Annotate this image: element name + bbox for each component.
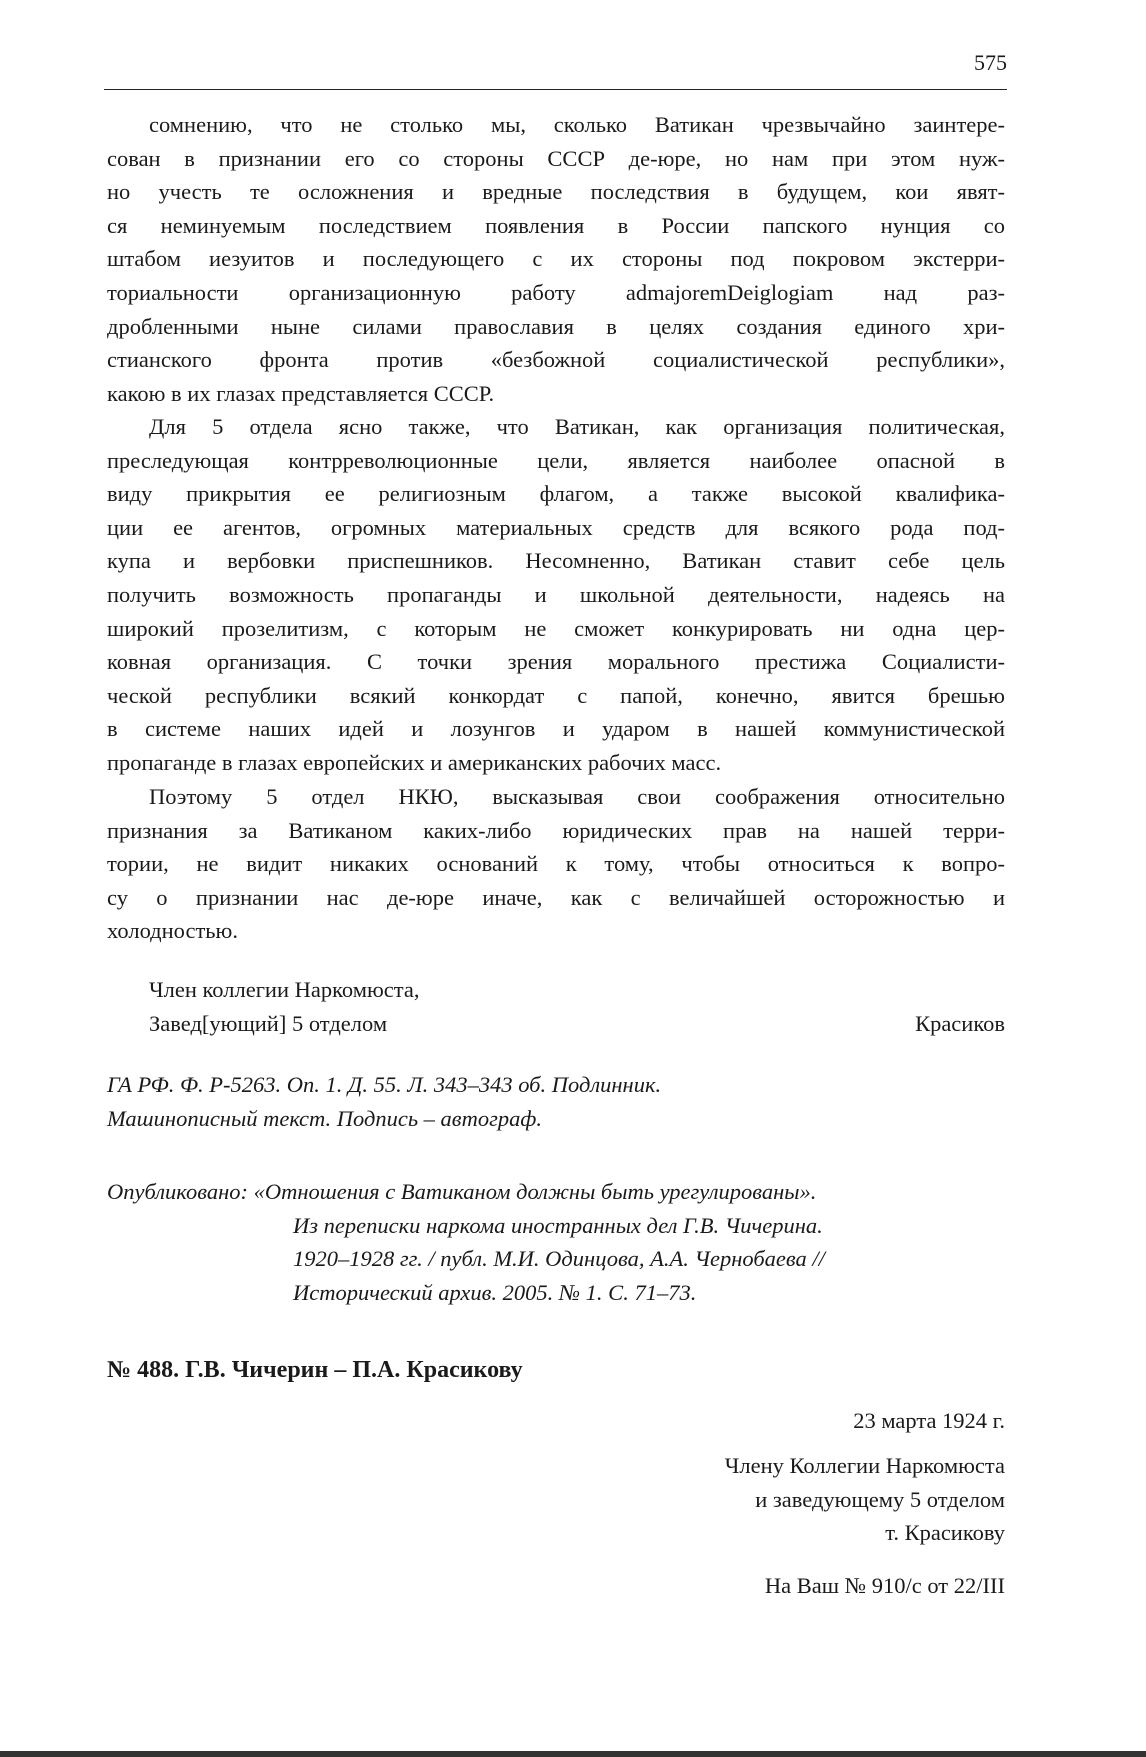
text-line: Поэтому 5 отдел НКЮ, высказывая свои соображения относительно xyxy=(149,784,1005,809)
text-line: сомнению, что не столько мы, сколько Ватикан чрезвычайно заинтере- xyxy=(149,112,1005,137)
publication-line: 1920–1928 гг. / публ. М.И. Одинцова, А.А. Чернобаева // xyxy=(293,1246,825,1272)
reference-line: На Ваш № 910/с от 22/III xyxy=(764,1573,1005,1598)
signature-block xyxy=(107,973,1005,1040)
publication-note xyxy=(107,1175,1005,1309)
text-line: дробленными ныне силами православия в целях создания единого хри- xyxy=(107,313,1005,339)
text-line: широкий прозелитизм, с которым не сможет конкурировать ни одна цер- xyxy=(107,615,1005,641)
source-line: Машинописный текст. Подпись – автограф. xyxy=(107,1105,542,1131)
text-line: холодностью. xyxy=(107,918,238,944)
text-line: ковная организация. С точки зрения морального престижа Социалисти- xyxy=(107,649,1005,675)
source-line: ГА РФ. Ф. Р-5263. Оп. 1. Д. 55. Л. 343–343 об. Подлинник. xyxy=(107,1072,662,1097)
text-line: признания за Ватиканом каких-либо юридических прав на нашей терри- xyxy=(107,817,1005,843)
text-line: стианского фронта против «безбожной социалистической республики», xyxy=(107,347,1005,373)
publication-line: Опубликовано: «Отношения с Ватиканом должны быть урегулированы». xyxy=(107,1179,817,1204)
publication-line: Из переписки наркома иностранных дел Г.В. Чичерина. xyxy=(293,1212,823,1238)
text-line: сован в признании его со стороны СССР де-юре, но нам при этом нуж- xyxy=(107,145,1005,171)
text-line: преследующая контрреволюционные цели, является наиболее опасной в xyxy=(107,447,1005,473)
text-line: Для 5 отдела ясно также, что Ватикан, как организация политическая, xyxy=(149,414,1005,439)
text-line: ся неминуемым последствием появления в России папского нунция со xyxy=(107,212,1005,238)
text-line: тории, не видит никаких оснований к тому, чтобы относиться к вопро- xyxy=(107,851,1005,877)
header-rule xyxy=(104,89,1007,90)
text-line: виду прикрытия ее религиозным флагом, а также высокой квалифика- xyxy=(107,481,1005,507)
signature-position: Завед[ующий] 5 отделом xyxy=(149,1010,388,1036)
addressee-line: т. Красикову xyxy=(885,1520,1005,1546)
signature-title: Член коллегии Наркомюста, xyxy=(149,977,420,1002)
paragraph-3 xyxy=(107,780,1005,948)
paragraph-2 xyxy=(107,410,1005,780)
text-line: получить возможность пропаганды и школьной деятельности, надеясь на xyxy=(107,581,1005,607)
publication-line: Исторический архив. 2005. № 1. С. 71–73. xyxy=(293,1279,697,1305)
text-line: ториальности организационную работу admajoremDeiglogiam над раз- xyxy=(107,279,1005,305)
page-bottom-edge xyxy=(0,1751,1146,1757)
text-line: купа и вербовки приспешников. Несомненно, Ватикан ставит себе цель xyxy=(107,548,1005,574)
text-line: какою в их глазах представляется СССР. xyxy=(107,380,495,406)
text-line: но учесть те осложнения и вредные последствия в будущем, кои явят- xyxy=(107,179,1005,205)
text-line: в системе наших идей и лозунгов и ударом в нашей коммунистической xyxy=(107,716,1005,742)
text-line: штабом иезуитов и последующего с их стороны под покровом экстерри- xyxy=(107,246,1005,272)
page-number: 575 xyxy=(974,50,1007,75)
archive-source xyxy=(107,1068,1005,1135)
document-heading: № 488. Г.В. Чичерин – П.А. Красикову xyxy=(107,1357,523,1383)
text-line: ции ее агентов, огромных материальных средств для всякого рода под- xyxy=(107,514,1005,540)
addressee xyxy=(725,1449,1005,1550)
addressee-line: и заведующему 5 отделом xyxy=(755,1486,1005,1512)
text-line: ческой республики всякий конкордат с папой, конечно, явится брешью xyxy=(107,682,1005,708)
text-line: су о признании нас де-юре иначе, как с величайшей осторожностью и xyxy=(107,884,1005,910)
document-date: 23 марта 1924 г. xyxy=(853,1408,1005,1433)
text-line: пропаганде в глазах европейских и американских рабочих масс. xyxy=(107,749,722,775)
signature-name: Красиков xyxy=(915,1010,1005,1036)
addressee-line: Члену Коллегии Наркомюста xyxy=(724,1453,1005,1478)
paragraph-1 xyxy=(107,108,1005,410)
